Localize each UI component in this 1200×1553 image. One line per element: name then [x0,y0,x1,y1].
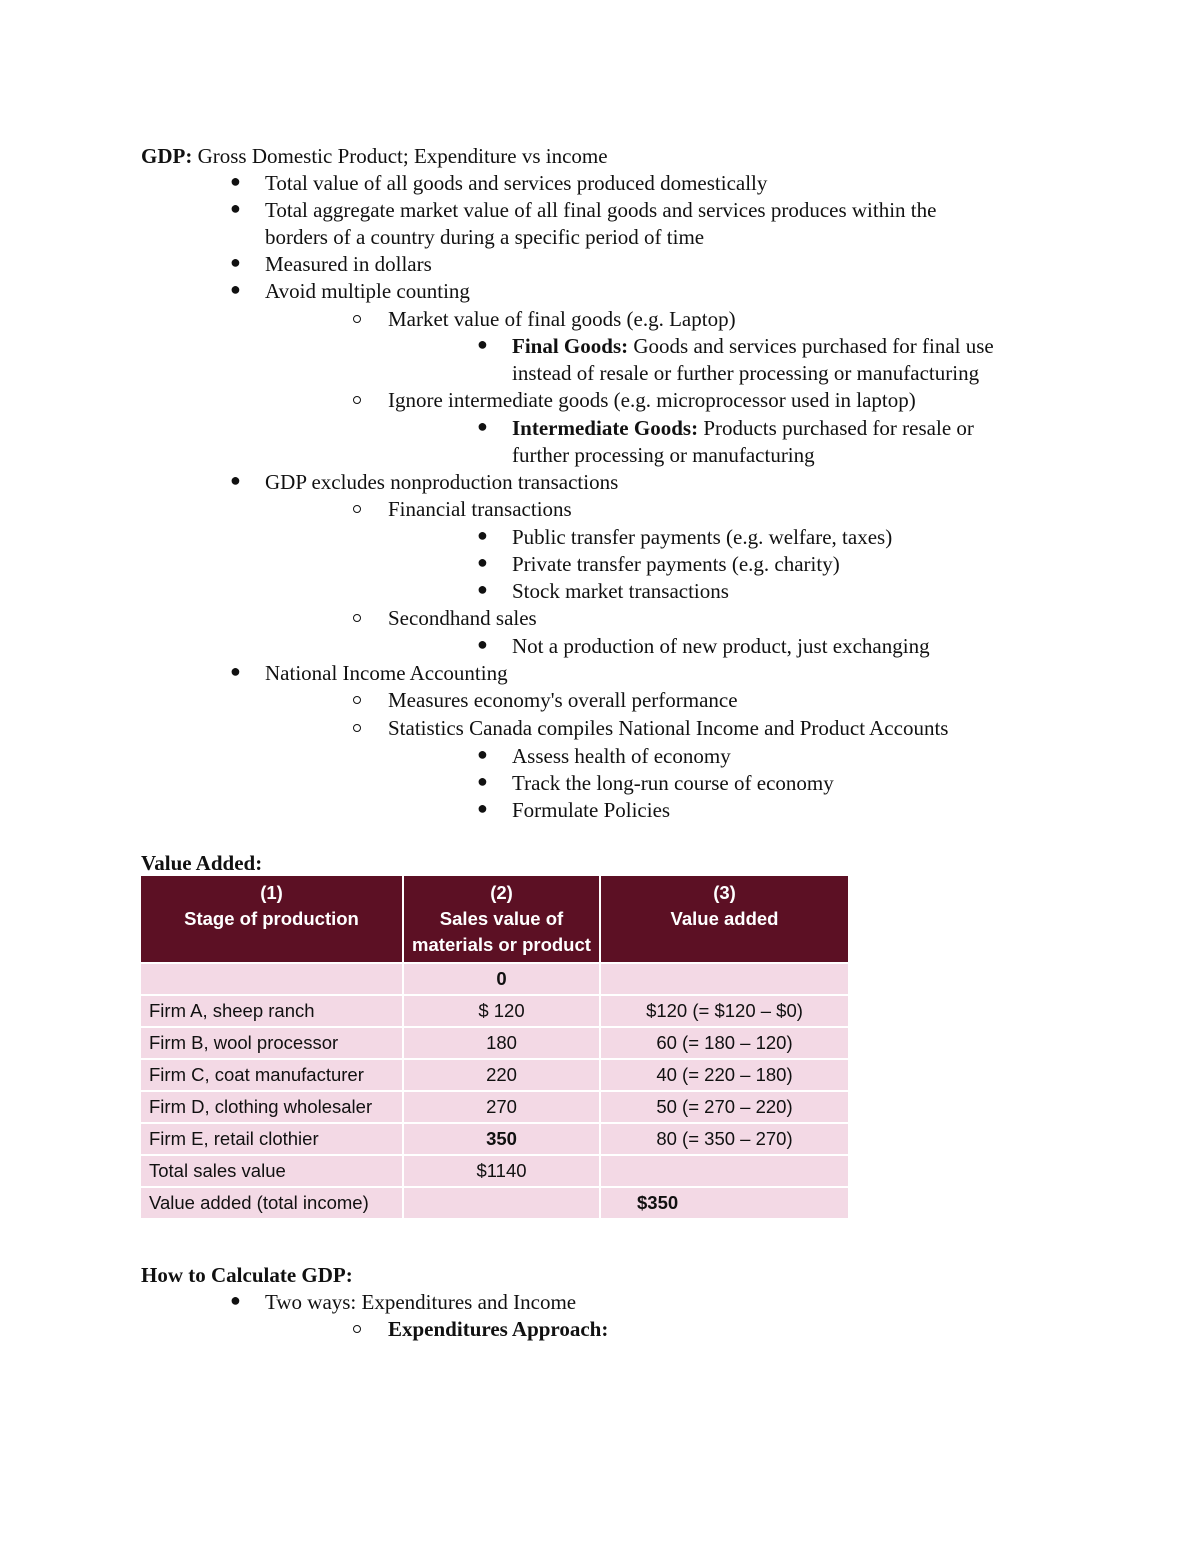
cell-stage: Total sales value [141,1155,403,1187]
sub-list-item: Measures economy's overall performance [388,688,738,712]
definition-continued: instead of resale or further processing or manufacturing [512,361,980,385]
bullet-icon: ● [477,579,488,599]
bullet-icon: ● [477,334,488,354]
table-header-value-added [600,876,848,963]
cell-value-added: 60 (= 180 – 120) [600,1027,848,1059]
cell-stage: Firm C, coat manufacturer [141,1059,403,1091]
definition-final-goods [512,333,994,360]
bullet-icon: ● [230,252,241,272]
table-row [141,963,848,995]
table-row [141,1187,848,1218]
sub-sub-list-item: Stock market transactions [512,579,729,603]
bullet-icon: ● [230,661,241,681]
cell-sales: 0 [403,963,600,995]
bullet-icon: ● [477,634,488,654]
cell-stage: Firm A, sheep ranch [141,995,403,1027]
bullet-icon: ● [230,171,241,191]
sub-list-item: Secondhand sales [388,606,537,630]
list-item: GDP excludes nonproduction transactions [265,470,619,494]
circle-bullet-icon [353,614,361,622]
definition-text: Products purchased for resale or [703,416,974,440]
header-label-line2: materials or product [412,934,591,955]
value-added-heading: Value Added: [141,851,263,875]
definition-term: Intermediate Goods: [512,416,699,440]
list-item: Avoid multiple counting [265,279,470,303]
table-row [141,1123,848,1155]
cell-sales: 220 [403,1059,600,1091]
circle-bullet-icon [353,396,361,404]
cell-stage: Firm E, retail clothier [141,1123,403,1155]
circle-bullet-icon [353,1325,361,1333]
cell-stage: Value added (total income) [141,1187,403,1218]
table-header-sales [403,876,600,963]
header-number: (3) [713,882,736,903]
list-item: National Income Accounting [265,661,508,685]
bullet-icon: ● [230,1290,241,1310]
sub-sub-list-item: Public transfer payments (e.g. welfare, taxes) [512,525,893,549]
table-header-row [141,876,848,963]
circle-bullet-icon [353,315,361,323]
cell-stage: Firm D, clothing wholesaler [141,1091,403,1123]
bullet-icon: ● [477,744,488,764]
bullet-icon: ● [230,198,241,218]
definition-continued: further processing or manufacturing [512,443,815,467]
cell-value-added [600,1155,848,1187]
header-number: (2) [490,882,513,903]
cell-value-added: 80 (= 350 – 270) [600,1123,848,1155]
definition-intermediate-goods [512,415,974,442]
cell-sales: 350 [403,1123,600,1155]
cell-sales: 270 [403,1091,600,1123]
list-item-continued: borders of a country during a specific period of time [265,225,705,249]
header-label: Sales value of [439,908,564,929]
cell-stage: Firm B, wool processor [141,1027,403,1059]
cell-sales [403,1187,600,1218]
cell-value-added: 40 (= 220 – 180) [600,1059,848,1091]
sub-list-item: Expenditures Approach: [388,1317,609,1341]
cell-value-added: 50 (= 270 – 220) [600,1091,848,1123]
cell-value-added [600,963,848,995]
list-item: Two ways: Expenditures and Income [265,1290,577,1314]
definition-text: Goods and services purchased for final use [633,334,994,358]
sub-sub-list-item: Track the long-run course of economy [512,771,834,795]
cell-stage [141,963,403,995]
table-row [141,995,848,1027]
circle-bullet-icon [353,505,361,513]
cell-sales: $ 120 [403,995,600,1027]
bullet-icon: ● [477,525,488,545]
cell-sales: 180 [403,1027,600,1059]
circle-bullet-icon [353,696,361,704]
sub-list-item: Statistics Canada compiles National Income and Product Accounts [388,716,949,740]
sub-sub-list-item: Formulate Policies [512,798,671,822]
calc-heading: How to Calculate GDP: [141,1263,353,1287]
gdp-heading-rest: Gross Domestic Product; Expenditure vs income [197,144,608,168]
header-label: Stage of production [184,908,359,929]
bullet-icon: ● [477,771,488,791]
sub-sub-list-item: Not a production of new product, just exchanging [512,634,930,658]
gdp-heading-line [141,143,608,170]
list-item: Total aggregate market value of all final goods and services produces within the [265,198,937,222]
header-number: (1) [260,882,283,903]
gdp-heading: GDP: [141,144,193,168]
value-added-table [141,876,848,1218]
sub-list-item: Market value of final goods (e.g. Laptop) [388,307,736,331]
bullet-icon: ● [477,798,488,818]
bullet-icon: ● [230,470,241,490]
sub-sub-list-item: Assess health of economy [512,744,731,768]
circle-bullet-icon [353,724,361,732]
header-label: Value added [670,908,779,929]
cell-value-added: $120 (= $120 – $0) [600,995,848,1027]
table-row [141,1059,848,1091]
cell-value-added: $350 [600,1187,848,1218]
definition-term: Final Goods: [512,334,629,358]
table-row [141,1027,848,1059]
list-item: Measured in dollars [265,252,432,276]
sub-sub-list-item: Private transfer payments (e.g. charity) [512,552,840,576]
bullet-icon: ● [230,279,241,299]
table-header-stage [141,876,403,963]
sub-list-item: Financial transactions [388,497,572,521]
table-row [141,1091,848,1123]
sub-list-item: Ignore intermediate goods (e.g. microprocessor used in laptop) [388,388,916,412]
bullet-icon: ● [477,416,488,436]
bullet-icon: ● [477,552,488,572]
table-row [141,1155,848,1187]
cell-sales: $1140 [403,1155,600,1187]
list-item: Total value of all goods and services produced domestically [265,171,768,195]
